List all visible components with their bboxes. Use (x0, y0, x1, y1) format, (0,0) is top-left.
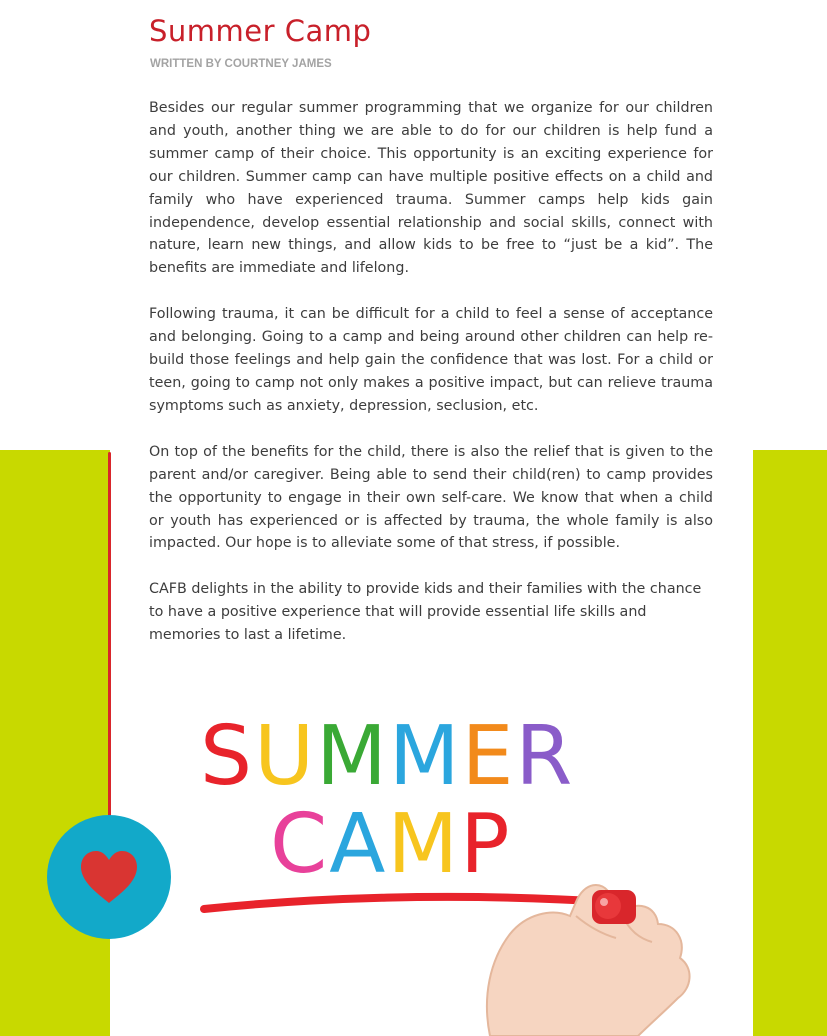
marker-pen-icon (592, 890, 636, 924)
marker-underline (204, 897, 610, 909)
letter: A (329, 797, 388, 892)
paragraph: On top of the benefits for the child, there is also the relief that is given to the parent and/or caregiver. Being able to send their child(ren) to camp provides the opportunity to engage in their own self-care. We know that when a child or youth has experienced or is affected by trauma, the whole family is also impacted. Our hope is to alleviate some of that stress, if possible. (149, 443, 713, 552)
heart-icon (77, 847, 141, 907)
letter: M (388, 709, 462, 804)
article-body (149, 97, 713, 670)
marker-drawing (190, 709, 710, 1036)
paragraph: Besides our regular summer programming that we organize for our children and youth, another thing we are able to do for our children is help fund a summer camp of their choice. This opportunity is an exciting experience for our children. Summer camp can have multiple positive effects on a child and family who have experienced trauma. Summer camps help kids gain independence, develop essential relationship and social skills, connect with nature, learn new things, and allow kids to be free to “just be a kid”. The benefits are immediate and lifelong. (149, 100, 713, 277)
article-byline: WRITTEN BY COURTNEY JAMES (150, 58, 332, 70)
letter: C (270, 797, 330, 892)
paragraph: Following trauma, it can be difficult for a child to feel a sense of acceptance and belonging. Going to a camp and being around other children can help re-build those feelings and help gain the confidence that was lost. For a child or teen, going to camp not only makes a positive impact, but can relieve trauma symptoms such as anxiety, depression, seclusion, etc. (149, 306, 713, 414)
summer-camp-illustration (190, 709, 710, 1036)
paragraph: CAFB delights in the ability to provide kids and their families with the chance to have a positive experience that will provide essential life skills and memories to last a lifetime. (149, 581, 702, 644)
letter: S (200, 709, 255, 804)
letter: M (316, 709, 389, 804)
letter: U (254, 709, 317, 804)
letter: R (515, 709, 575, 804)
left-green-band (0, 450, 110, 1036)
letter: P (460, 797, 512, 892)
heart-badge (47, 815, 171, 939)
article-title: Summer Camp (149, 14, 372, 48)
hand-icon (487, 885, 690, 1036)
right-green-band (753, 450, 827, 1036)
red-vertical-line (108, 452, 111, 822)
letter: E (461, 709, 516, 804)
letter: M (387, 797, 461, 892)
